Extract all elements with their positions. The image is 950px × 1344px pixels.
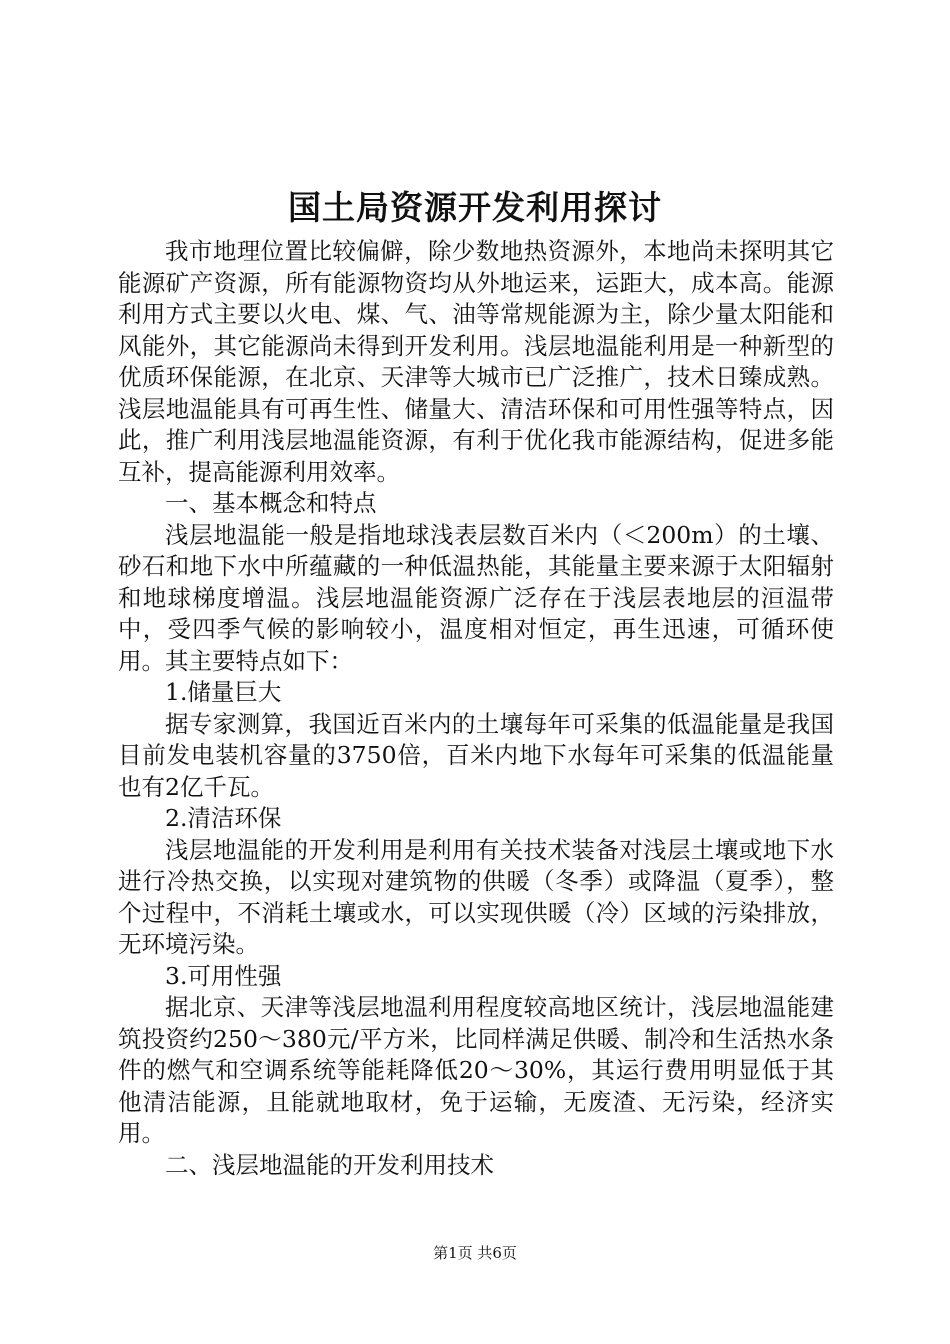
paragraph-reserves: 据专家测算，我国近百米内的土壤每年可采集的低温能量是我国目前发电装机容量的3750倍，百米内地下水每年可采集的低温能量也有2亿千瓦。	[118, 709, 834, 801]
section-heading-1: 一、基本概念和特点	[165, 489, 377, 517]
document-title: 国土局资源开发利用探讨	[288, 188, 662, 227]
paragraph-clean: 浅层地温能的开发利用是利用有关技术装备对浅层土壤或地下水进行冷热交换，以实现对建筑物的供暖（冬季）或降温（夏季），整个过程中，不消耗土壤或水，可以实现供暖（冷）区域的污染排放，无环境污染。	[118, 835, 834, 958]
subheading-usability: 3.可用性强	[165, 961, 282, 990]
paragraph-intro: 我市地理位置比较偏僻，除少数地热资源外，本地尚未探明其它能源矿产资源，所有能源物资均从外地运来，运距大，成本高。能源利用方式主要以火电、煤、气、油等常规能源为主，除少量太阳能和风能外，其它能源尚未得到开发利用。浅层地温能利用是一种新型的优质环保能源，在北京、天津等大城市已广泛推广，技术日臻成熟。浅层地温能具有可再生性、储量大、清洁环保和可用性强等特点，因此，推广利用浅层地温能资源，有利于优化我市能源结构，促进多能互补，提高能源利用效率。	[118, 237, 834, 486]
section-heading-2: 二、浅层地温能的开发利用技术	[165, 1150, 494, 1179]
subheading-clean: 2.清洁环保	[165, 804, 282, 832]
page-footer: 第1页 共6页	[433, 1244, 517, 1262]
paragraph-definition: 浅层地温能一般是指地球浅表层数百米内（＜200m）的土壤、砂石和地下水中所蕴藏的一种低温热能，其能量主要来源于太阳辐射和地球梯度增温。浅层地温能资源广泛存在于浅层表地层的洹温带中，受四季气候的影响较小，温度相对恒定，再生迅速，可循环使用。其主要特点如下：	[118, 520, 834, 675]
subheading-reserves: 1.储量巨大	[165, 678, 282, 706]
document-body	[118, 236, 834, 1181]
paragraph-usability: 据北京、天津等浅层地温利用程度较高地区统计，浅层地温能建筑投资约250～380元/平方米，比同样满足供暖、制冷和生活热水条件的燃气和空调系统等能耗降低20～30%，其运行费用明显低于其他清洁能源，且能就地取材，免于运输，无废渣、无污染，经济实用。	[118, 993, 834, 1147]
